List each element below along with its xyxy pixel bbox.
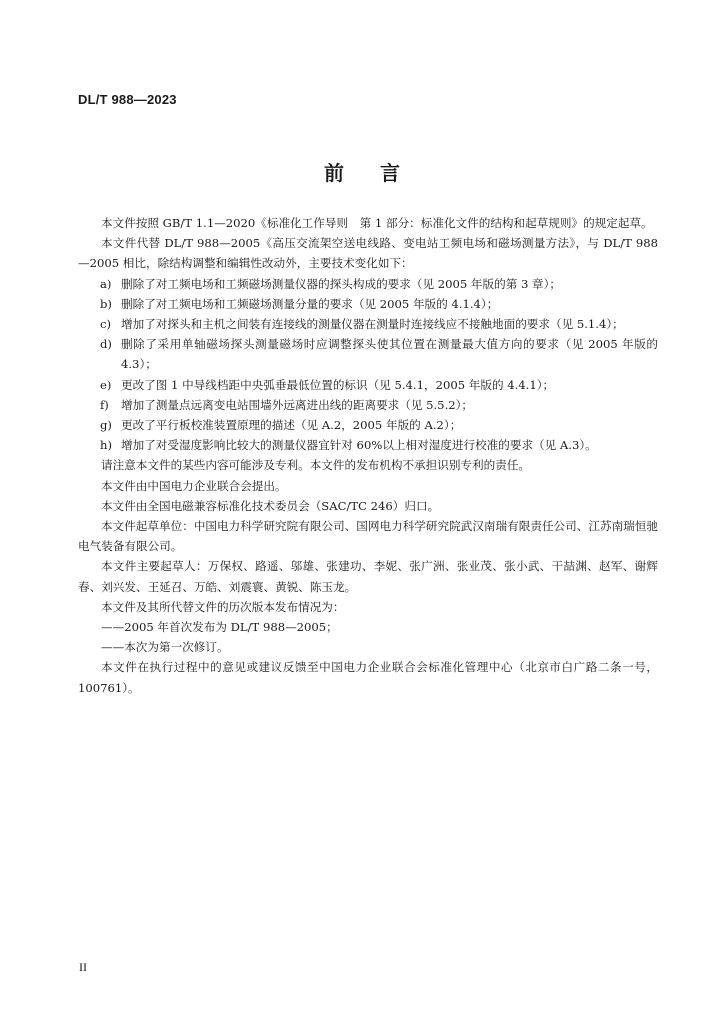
list-item <box>78 274 658 294</box>
paragraph-patent-notice: 请注意本文件的某些内容可能涉及专利。本文件的发布机构不承担识别专利的责任。 <box>101 458 530 473</box>
list-item <box>78 294 658 314</box>
list-item-text: 增加了对受湿度影响比较大的测量仪器宜针对 60%以上相对湿度进行校准的要求（见 A.3）。 <box>121 438 597 453</box>
paragraph-drafters: 本文件主要起草人：万保权、路遥、邬雄、张建功、李妮、张广洲、张业茂、张小武、干喆渊、赵军、谢辉春、刘兴发、王延召、万皓、刘震寰、黄锐、陈玉龙。 <box>78 559 658 594</box>
list-item <box>78 395 658 415</box>
paragraph-feedback-contact: 本文件在执行过程中的意见或建议反馈至中国电力企业联合会标准化管理中心（北京市白广路二条一号，100761）。 <box>78 660 658 695</box>
paragraph-technical-committee: 本文件由全国电磁兼容标准化技术委员会（SAC/TC 246）归口。 <box>101 498 440 513</box>
list-item-text: 删除了采用单轴磁场探头测量磁场时应调整探头使其位置在测量最大值方向的要求（见 2005 年版的 4.3）； <box>121 337 658 372</box>
list-marker: f) <box>100 397 109 412</box>
list-item <box>78 314 658 334</box>
list-item-text: 增加了对探头和主机之间装有连接线的测量仪器在测量时连接线应不接触地面的要求（见 5.1.4）； <box>121 317 624 332</box>
history-item: ——本次为第一次修订。 <box>101 640 229 655</box>
history-item: ——2005 年首次发布为 DL/T 988—2005； <box>101 620 338 635</box>
paragraph-proposer: 本文件由中国电力企业联合会提出。 <box>101 478 287 493</box>
list-marker: a) <box>100 276 112 291</box>
list-item-text: 更改了平行板校准装置原理的描述（见 A.2，2005 年版的 A.2）； <box>121 418 462 433</box>
foreword-body <box>78 213 658 698</box>
list-marker: b) <box>100 296 112 311</box>
paragraph-version-history-intro: 本文件及其所代替文件的历次版本发布情况为： <box>101 599 345 614</box>
list-marker: e) <box>100 377 112 392</box>
list-marker: d) <box>100 337 112 352</box>
document-code: DL/T 988—2023 <box>78 92 177 107</box>
page-number: II <box>79 960 87 974</box>
paragraph-drafting-units: 本文件起草单位：中国电力科学研究院有限公司、国网电力科学研究院武汉南瑞有限责任公司、江苏南瑞恒驰电气装备有限公司。 <box>78 519 658 554</box>
list-item <box>78 435 658 455</box>
paragraph-drafting-basis: 本文件按照 GB/T 1.1—2020《标准化工作导则 第 1 部分：标准化文件的结构和起草规则》的规定起草。 <box>101 216 653 230</box>
list-marker: c) <box>100 317 112 332</box>
list-marker: g) <box>100 418 112 433</box>
list-marker: h) <box>100 438 112 453</box>
list-item-text: 删除了对工频电场和工频磁场测量分量的要求（见 2005 年版的 4.1.4）； <box>121 296 499 311</box>
list-item-text: 增加了测量点远离变电站围墙外远离进出线的距离要求（见 5.5.2）； <box>121 397 474 412</box>
paragraph-replacement-note: 本文件代替 DL/T 988—2005《高压交流架空送电线路、变电站工频电场和磁场测量方法》，与 DL/T 988—2005 相比，除结构调整和编辑性改动外，主要技术变化如下： <box>78 236 658 271</box>
list-item <box>78 375 658 395</box>
list-item <box>78 415 658 435</box>
page-title: 前言 <box>324 161 436 185</box>
changes-list <box>78 274 658 456</box>
list-item-text: 删除了对工频电场和工频磁场测量仪器的探头构成的要求（见 2005 年版的第 3 章）； <box>121 276 562 291</box>
list-item <box>78 334 658 374</box>
list-item-text: 更改了图 1 中导线档距中央弧垂最低位置的标识（见 5.4.1，2005 年版的 4.4.1）； <box>121 377 555 392</box>
